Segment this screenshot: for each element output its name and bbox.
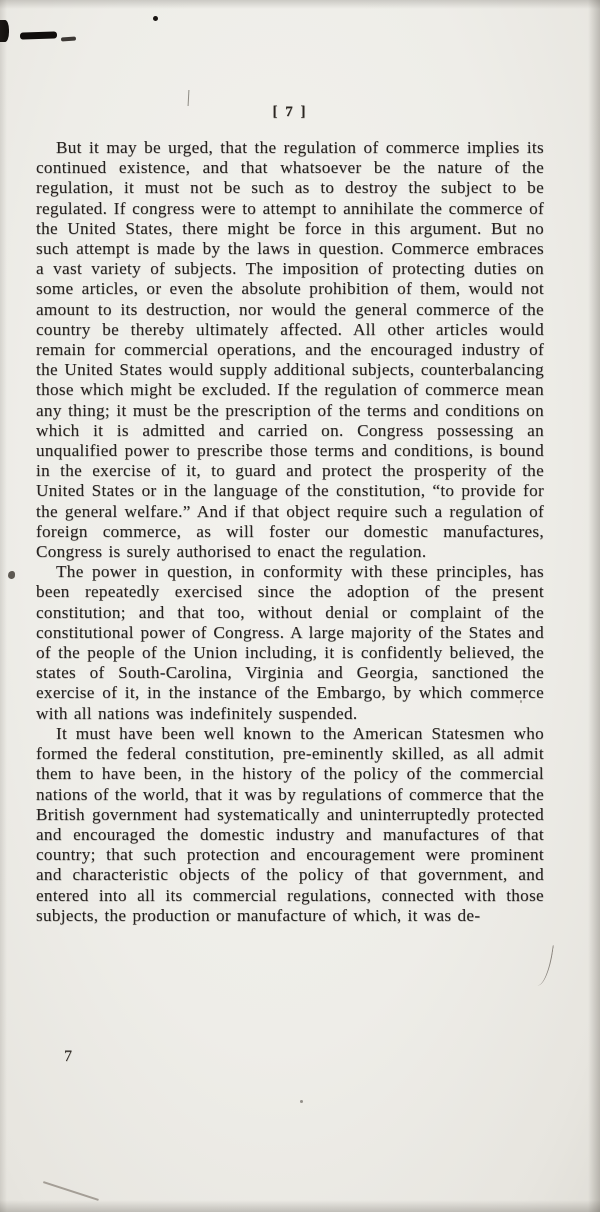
page-crease xyxy=(43,1181,99,1200)
paragraph-2: The power in question, in conformity with these principles, has been repeatedly exercised since the adoption of the present constitution; and that too, without denial or complaint of the constitutional power of Congress. A large majority of the States and of the people of the Union including, it is confidently believed, the states of South-Carolina, Virginia and Georgia, sanctioned the exercise of it, in the instance of the Embargo, by which commerce with all nations was indefinitely suspended. xyxy=(36,562,544,723)
paper-speck xyxy=(300,1100,303,1103)
page-edge-shadow-right xyxy=(588,0,600,1212)
paragraph-3: It must have been well known to the American Statesmen who formed the federal constitution, pre-eminently skilled, as all admit them to have been, in the history of the policy of the commercial nations of the world, that it was by regulations of commerce that the British government had systematically and uninterruptedly protected and encouraged the domestic industry and manufactures of that country; that such protection and encouragement were prominent and characteristic objects of the policy of that government, and entered into all its commercial regulations, connected with those subjects, the production or manufacture of which, it was de- xyxy=(36,723,544,925)
page-edge-shadow-top xyxy=(0,0,600,9)
body-text xyxy=(36,138,544,926)
paragraph-1: But it may be urged, that the regulation of commerce implies its continued existence, and that whatsoever be the nature of the regulation, it must not be such as to destroy the subject to be regulated. If congress were to attempt to annihilate the commerce of the United States, there might be force in this argument. But no such attempt is made by the laws in question. Commerce embraces a vast variety of subjects. The imposition of protecting duties on some articles, or even the absolute prohibition of them, would not amount to its destruction, nor would the general commerce of the country be thereby ultimately affected. All other articles would remain for commercial operations, and the encouraged industry of the United States would supply additional subjects, counterbalancing those which might be excluded. If the regulation of commerce mean any thing; it must be the prescription of the terms and conditions on which it is admitted and carried on. Congress possessing an unqualified power to prescribe those terms and conditions, is bound in the exercise of it, to guard and protect the prosperity of the United States or in the language of the constitution, “to provide for the general welfare.” And if that object require such a regulation of foreign commerce, as will foster our domestic manufactures, Congress is surely authorised to enact the regulation. xyxy=(36,138,544,562)
binding-ink-dash-small xyxy=(61,36,76,41)
ink-dot xyxy=(153,16,158,21)
margin-ink-speck xyxy=(8,571,15,579)
page-edge-shadow-left xyxy=(0,0,7,1212)
page-number-header: [ 7 ] xyxy=(272,104,308,120)
binding-ink-blob xyxy=(0,20,9,42)
page-edge-shadow-bottom xyxy=(0,1200,600,1212)
signature-mark: 7 xyxy=(64,1048,72,1065)
scan-hair-curve xyxy=(533,943,554,987)
binding-ink-dash xyxy=(20,31,57,39)
